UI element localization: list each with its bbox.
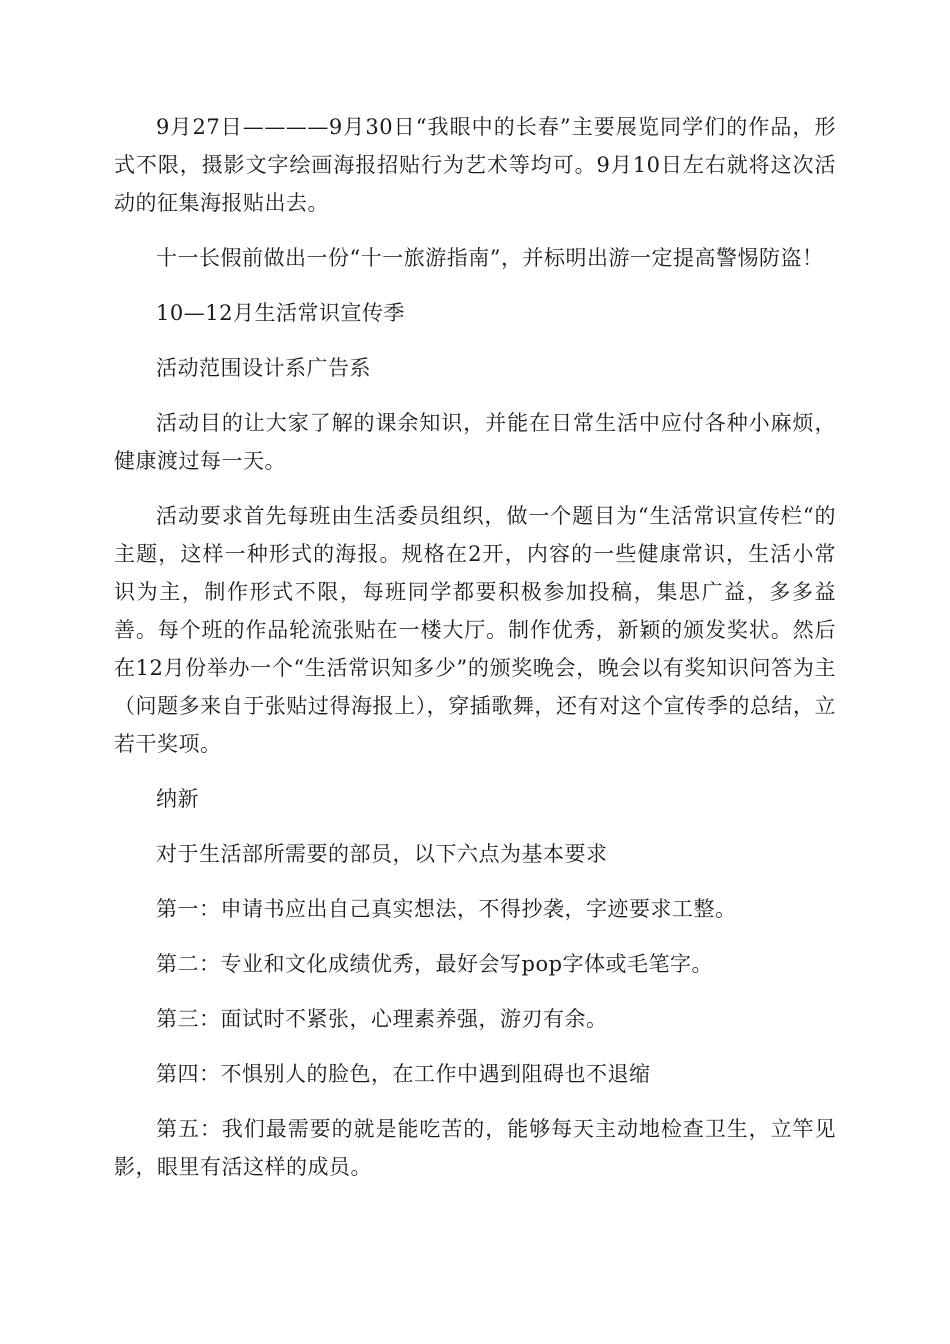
document-body (114, 108, 836, 1203)
requirement-item-5: 第五：我们最需要的就是能吃苦的，能够每天主动地检查卫生，立竿见影，眼里有活这样的成员。 (114, 1117, 836, 1179)
requirement-item-2: 第二：专业和文化成绩优秀，最好会写pop字体或毛笔字。 (156, 952, 714, 976)
paragraph-recruitment-intro: 对于生活部所需要的部员，以下六点为基本要求 (156, 842, 608, 866)
paragraph-recruitment-heading: 纳新 (156, 787, 199, 811)
requirement-item-1: 第一：申请书应出自己真实想法，不得抄袭，字迹要求工整。 (156, 897, 737, 921)
paragraph-activity-purpose: 活动目的让大家了解的课余知识，并能在日常生活中应付各种小麻烦，健康渡过每一天。 (114, 411, 836, 473)
requirement-item-3: 第三：面试时不紧张，心理素养强，游刃有余。 (156, 1007, 608, 1031)
paragraph-activity-requirements: 活动要求首先每班由生活委员组织，做一个题目为“生活常识宣传栏“的主题，这样一种形式的海报。规格在2开，内容的一些健康常识，生活小常识为主，制作形式不限，每班同学都要积极参加投稿，集思广益，多多益善。每个班的作品轮流张贴在一楼大厅。制作优秀，新颖的颁发奖状。然后在12月份举办一个“生活常识知多少”的颁奖晚会，晚会以有奖知识问答为主（问题多来自于张贴过得海报上），穿插歌舞，还有对这个宣传季的总结，立若干奖项。 (114, 504, 836, 756)
paragraph-exhibition-plan: 9月27日————9月30日“我眼中的长春”主要展览同学们的作品，形式不限，摄影文字绘画海报招贴行为艺术等均可。9月10日左右就将这次活动的征集海报贴出去。 (114, 115, 836, 215)
paragraph-travel-guide: 十一长假前做出一份“十一旅游指南”，并标明出游一定提高警惕防盗！ (156, 246, 824, 270)
requirement-item-4: 第四：不惧别人的脸色，在工作中遇到阻碍也不退缩 (156, 1062, 651, 1086)
paragraph-season-heading: 10—12月生活常识宣传季 (156, 301, 405, 325)
paragraph-activity-scope: 活动范围设计系广告系 (156, 356, 371, 380)
